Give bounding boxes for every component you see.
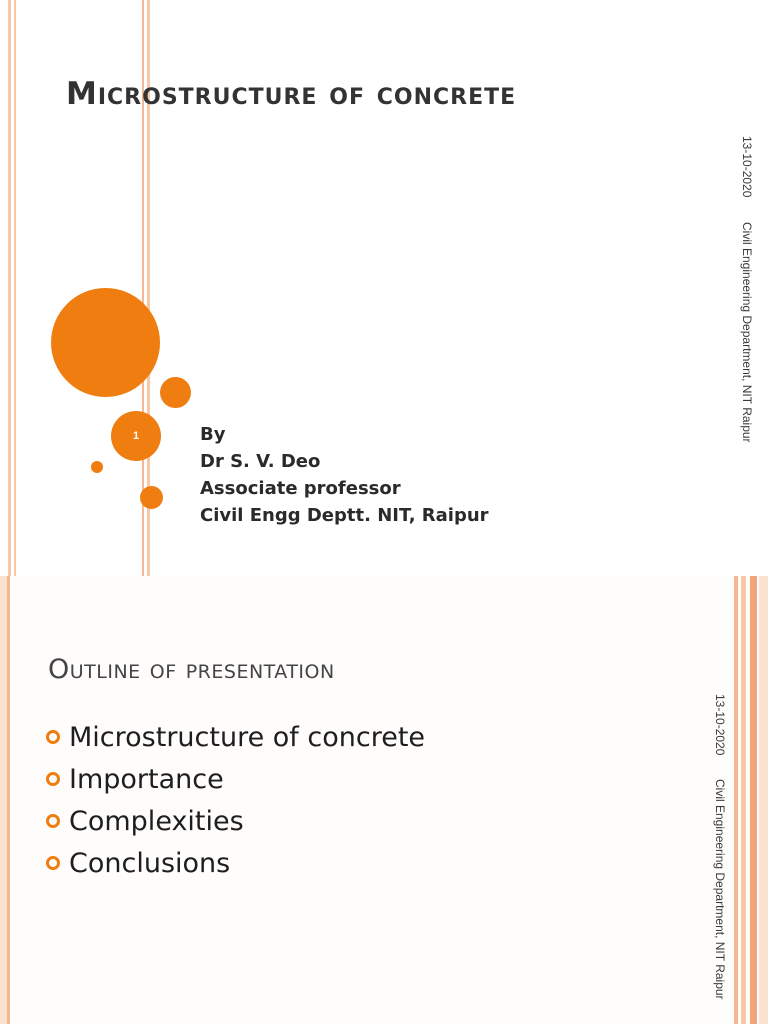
author-position: Associate professor bbox=[200, 478, 401, 499]
author-affiliation: Civil Engg Deptt. NIT, Raipur bbox=[200, 505, 489, 526]
outline-slide bbox=[0, 576, 768, 1024]
footer-department: Civil Engineering Department, NIT Raipur bbox=[713, 779, 727, 1000]
author-block bbox=[200, 421, 489, 529]
bullet-list bbox=[46, 716, 425, 884]
list-item bbox=[46, 716, 425, 758]
list-item bbox=[46, 800, 425, 842]
slide-title: Outline of presentation bbox=[48, 654, 335, 685]
list-item bbox=[46, 758, 425, 800]
decor-stripe bbox=[741, 576, 746, 1024]
bullet-text: Importance bbox=[69, 763, 224, 795]
author-name: Dr S. V. Deo bbox=[200, 451, 321, 472]
footer-department: Civil Engineering Department, NIT Raipur bbox=[740, 222, 754, 443]
footer-date: 13-10-2020 bbox=[713, 694, 727, 756]
decor-stripe bbox=[734, 576, 738, 1024]
decor-circle-large bbox=[51, 288, 160, 397]
decor-stripe bbox=[14, 0, 16, 576]
bullet-text: Complexities bbox=[69, 805, 244, 837]
circle-bullet-icon bbox=[46, 730, 60, 744]
slide-number: 1 bbox=[132, 430, 140, 442]
decor-circle-tiny bbox=[91, 461, 103, 473]
author-line-by: By bbox=[200, 424, 226, 445]
circle-bullet-icon bbox=[46, 856, 60, 870]
decor-circle-small bbox=[160, 377, 191, 408]
list-item bbox=[46, 842, 425, 884]
footer-date: 13-10-2020 bbox=[740, 136, 754, 198]
decor-stripe bbox=[8, 0, 11, 576]
circle-bullet-icon bbox=[46, 772, 60, 786]
decor-circle-small bbox=[140, 486, 163, 509]
bullet-text: Conclusions bbox=[69, 847, 231, 879]
decor-stripe bbox=[0, 576, 7, 1024]
circle-bullet-icon bbox=[46, 814, 60, 828]
slide-title: Microstructure of concrete bbox=[66, 76, 517, 112]
decor-stripe bbox=[750, 576, 757, 1024]
decor-stripe bbox=[759, 576, 768, 1024]
bullet-text: Microstructure of concrete bbox=[69, 721, 426, 753]
decor-stripe bbox=[7, 576, 10, 1024]
